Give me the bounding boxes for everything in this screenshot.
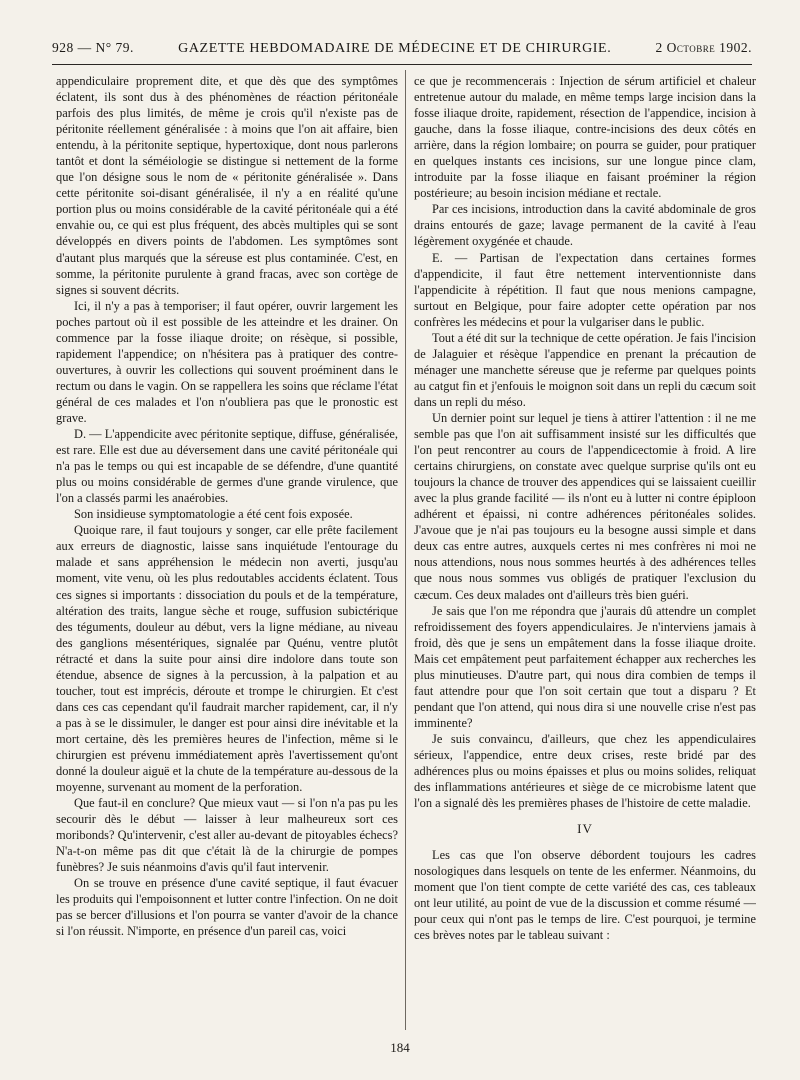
paragraph: Les cas que l'on observe débordent toujours les cadres nosologiques dans lesquels on tente de les enfermer. Néanmoins, du moment que l'on tient compte de cette variété des cas, ces tableaux ont leur utilité, au point de vue de la discussion et comme résumé — pour ceux qui n'ont pas le temps de lire. C'est pourquoi, je termine ces brèves notes par le tableau suivant :	[414, 848, 756, 943]
page-footer-marker: 184	[390, 1040, 410, 1055]
paragraph: appendiculaire proprement dite, et que dès que des symptômes éclatent, ils sont dus à des phénomènes de réaction péritonéale parfois des plus limités, de même je crois qu'il n'existe pas de péritonite réellement généralisée : à moins que l'on ait affaire, bien entendu, à la péritonite septique, hypertoxique, dont nous parlerons tantôt et dont la séméiologie se distingue si nettement de la forme que l'on désigne sous le nom de « péritonite généralisée ». Dans cette péritonite soi-disant généralisée, il n'y a en réalité qu'une portion plus ou moins considérable de la cavité péritonéale qui a été envahie ou, ce qui est plus fréquent, des abcès multiples qui se sont développés en divers points de l'abdomen. Les symptômes sont d'autant plus marqués que la séreuse est plus contaminée. C'est, en somme, la péritonite purulente à grand fracas, avec son cortège de signes si souvent décrits.	[56, 74, 398, 297]
paragraph: Ici, il n'y a pas à temporiser; il faut opérer, ouvrir largement les poches partout où il est possible de les atteindre et les drainer. On commence par la fosse iliaque droite; on résèque, si possible, rapidement l'appendice; on n'hésitera pas à pratiquer des contre-ouvertures, à ouvrir les collections qui souvent proéminent dans le rectum ou dans le vagin. On se rappellera les soins que réclame l'état général de ces malades et l'on n'oubliera pas que le pronostic est grave.	[56, 298, 398, 425]
paragraph: ce que je recommencerais : Injection de sérum artificiel et chaleur entretenue autour du malade, en même temps large incision dans la fosse iliaque droite, rapidement, résection de l'appendice, incision à gauche, dans la fosse iliaque, contre-incisions des deux côtés en arrière, dans la région lombaire; on pourra se guider, pour pratiquer en quelques instants ces incisions, sur une longue pince clam, introduite par la fosse iliaque en faisant proéminer la région postérieure; au besoin incision médiane et rectale.	[414, 74, 756, 201]
running-header	[52, 40, 752, 65]
page-and-issue-number: 928 — N° 79.	[52, 40, 134, 55]
paragraph: D. — L'appendicite avec péritonite septique, diffuse, généralisée, est rare. Elle est due au déversement dans une cavité péritonéale qui n'a pas le temps ou qui est incapable de se défendre, d'une quantité plus ou moins considérable de germes d'une grande virulence, que l'on a classés parmi les anaérobies.	[56, 427, 398, 506]
paragraph: E. — Partisan de l'expectation dans certaines formes d'appendicite, il faut être nettement interventionniste dans l'appendicite à répétition. Il faut que nous menions campagne, surtout en Belgique, pour faire adopter cette opération par nos confrères les médecins et pour la vulgariser dans le public.	[414, 250, 756, 329]
paragraph: Par ces incisions, introduction dans la cavité abdominale de gros drains entourés de gaze; lavage permanent de la cavité à l'eau légèrement oxygénée et chaude.	[414, 202, 756, 249]
paragraph: Quoique rare, il faut toujours y songer, car elle prête facilement aux erreurs de diagnostic, laisse sans inquiétude l'entourage du malade et sans appréhension le médecin non averti, jusqu'au moment, vite venu, où les plus redoutables accidents éclatent. Tous ces signes si importants : dissociation du pouls et de la température, altération des traits, langue sèche et rouge, suffusion subictérique des téguments, douleur au début, vers la ligne médiane, au niveau des ganglions mésentériques, signalée par Quénu, ventre plutôt rétracté et dans la suite pour ainsi dire indolore dans toute son étendue, absence de signes à la percussion, à la palpation et au toucher, tout est imprécis, déroute et trompe le chirurgien. Et c'est dans ces cas cependant qu'il faudrait marcher rapidement, car, il n'y a pas à se le dissimuler, le danger est pour ainsi dire inévitable et la mort certaine, dès les premières heures de l'infection, même si le chirurgien est prévenu immédiatement après l'avertissement qu'ont donné la douleur aiguë et la chute de la température au-dessous de la moyenne, survenant au moment de la perforation.	[56, 523, 398, 795]
paragraph: Je suis convaincu, d'ailleurs, que chez les appendiculaires sérieux, l'appendice, entre deux crises, reste bridé par des adhérences plus ou moins épaisses et plus ou moins solides, reliquat des inflammations antérieures et siège de ce microbisme latent que l'on a signalé dès les premières phases de l'histoire de cette maladie.	[414, 731, 756, 811]
section-heading: IV	[577, 821, 593, 837]
issue-date: 2 Octobre 1902.	[655, 40, 752, 55]
paragraph: Que faut-il en conclure? Que mieux vaut — si l'on n'a pas pu les secourir dès le début — laisser à leur malheureux sort ces moribonds? Qu'intervenir, c'est aller au-devant de pitoyables échecs? N'a-t-on même pas dit que c'était là de la chirurgie de pompes funèbres? Je suis néanmoins d'avis qu'il faut intervenir.	[56, 796, 398, 875]
paragraph: Je sais que l'on me répondra que j'aurais dû attendre un complet refroidissement des foyers appendiculaires. Je n'interviens jamais à froid, dès que je sens un empâtement dans la fosse iliaque droite. Mais cet empâtement peut parfaitement échapper aux recherches les plus minutieuses. D'autre part, qui nous dira combien de temps il faut attendre pour que l'on soit certain que tout a disparu ? Et pendant que l'on attend, qui nous dira si une nouvelle crise n'est pas imminente?	[414, 603, 756, 730]
left-text-column	[56, 73, 398, 1039]
paragraph: Son insidieuse symptomatologie a été cent fois exposée.	[74, 507, 353, 522]
right-text-column	[414, 73, 756, 1039]
paragraph: Tout a été dit sur la technique de cette opération. Je fais l'incision de Jalaguier et résèque l'appendice en prenant la précaution de ménager une manchette séreuse que je referme par quelques points au catgut fin et j'enfouis le moignon soit dans un repli du cæcum soit dans un repli du méso.	[414, 330, 756, 409]
journal-title: GAZETTE HEBDOMADAIRE DE MÉDECINE ET DE CHIRURGIE.	[178, 41, 612, 56]
paragraph: On se trouve en présence d'une cavité septique, il faut évacuer les produits qui l'empoisonnent et lutter contre l'infection. On ne doit pas se bercer d'illusions et l'on pourra se vanter d'avoir de la chance si l'on réussit. N'importe, en présence d'un pareil cas, voici	[56, 876, 398, 939]
column-divider	[405, 70, 406, 1030]
paragraph: Un dernier point sur lequel je tiens à attirer l'attention : il ne me semble pas que l'on ait suffisamment insisté sur les difficultés que l'on peut rencontrer au cours de l'appendicectomie à froid. A lire certains chirurgiens, on constate avec quelque surprise qu'ils ont eu toujours la chance de trouver des appendices qui se laissaient cueillir avec la plus grande facilité — ils n'ont eu à lutter ni contre épiploon adhérent et épaissi, ni contre adhérences péritonéales solides. J'avoue que je n'ai pas toujours eu la besogne aussi simple et dans deux cas entre autres, auxquels certes ni mes confrères ni moi ne nous attendions, nous nous sommes heurtés à des adhérences telles que nous nous sommes vus obligés de pratiquer l'exclusion du cæcum. Ces deux malades ont d'ailleurs très bien guéri.	[414, 410, 756, 602]
